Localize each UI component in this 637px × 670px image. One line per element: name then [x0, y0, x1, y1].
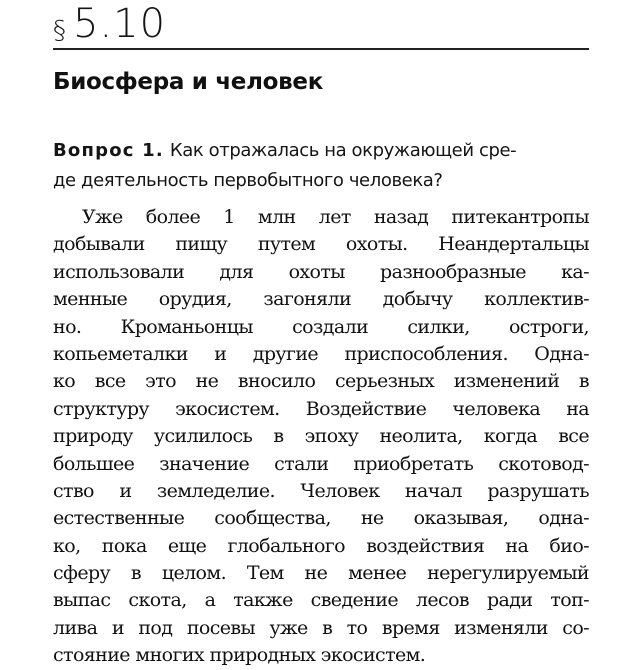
answer-line: копьеметалки и другие приспособления. Одна- [53, 342, 589, 365]
page-title: Биосфера и человек [53, 69, 324, 95]
answer-line: добывали пищу путем охоты. Неандертальцы [53, 233, 589, 256]
answer-line: ко, пока еще глобального воздействия на био- [53, 534, 589, 557]
question-label: Вопрос 1. [53, 140, 164, 161]
section-divider [53, 48, 589, 50]
question-block [53, 136, 589, 196]
answer-line: использовали для охоты разнообразные ка- [53, 260, 589, 283]
answer-line: сферу в целом. Тем не менее нерегулируемый [53, 562, 589, 585]
section-number [53, 2, 166, 51]
question-text-1: Как отражалась на окружающей сре- [169, 140, 517, 161]
section-number-value: 5.10 [73, 1, 167, 47]
answer-line: стояние многих природных экосистем. [53, 644, 426, 667]
answer-line: структуру экосистем. Воздействие человека на [53, 397, 589, 420]
answer-line: ко все это не вносило серьезных изменений в [53, 370, 589, 393]
question-text-2: де деятельность первобытного человека? [53, 170, 443, 191]
answer-line: большее значение стали приобретать скотовод- [53, 452, 589, 475]
answer-line: лива и под посевы уже в то время изменяли со- [53, 616, 589, 639]
answer-line: ство и земледелие. Человек начал разрушать [53, 479, 589, 502]
answer-line: выпас скота, а также сведение лесов ради топ- [53, 589, 589, 612]
answer-line: но. Кроманьонцы создали силки, остроги, [53, 315, 589, 338]
answer-line: естественные сообщества, не оказывая, одна- [53, 507, 589, 530]
answer-line: Уже более 1 млн лет назад питекантропы [82, 206, 589, 228]
answer-line: менные орудия, загоняли добычу коллектив- [53, 288, 589, 311]
question-line [53, 140, 516, 161]
answer-paragraph [53, 204, 589, 670]
answer-line: природу усилилось в эпоху неолита, когда все [53, 425, 589, 448]
paragraph-sign: § [53, 16, 67, 46]
